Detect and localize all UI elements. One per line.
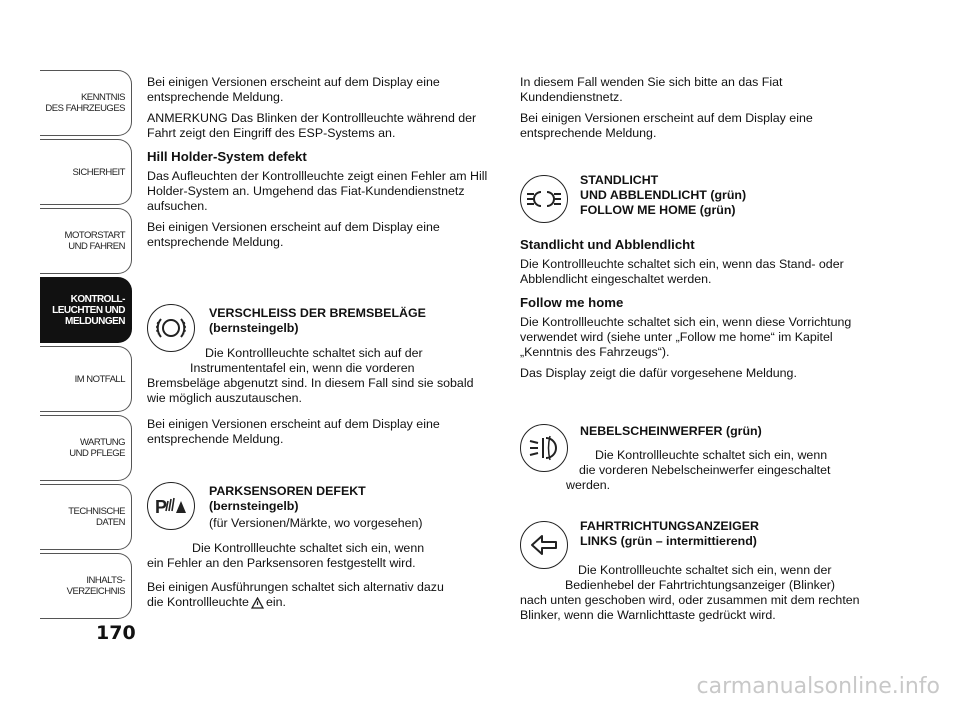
paragraph: Bei einigen Versionen erscheint auf dem Display eine entsprechende Meldung.	[147, 220, 440, 249]
park-title-line2: (bernsteingelb)	[209, 499, 299, 513]
turn-title	[580, 519, 759, 549]
fog-text-line3: werden.	[566, 478, 611, 492]
paragraph: Die Kontrollleuchte schaltet sich ein, wenn diese Vorrichtung verwendet wird (siehe unter „Follow me home“ im Kapitel „Kenntnis des Fahrzeugs“).	[520, 315, 852, 359]
page-number: 170	[96, 622, 136, 644]
brake-paragraph-2: Bei einigen Versionen erscheint auf dem Display eine entsprechende Meldung.	[147, 417, 440, 446]
tab-wartung[interactable]: WARTUNG UND PFLEGE	[40, 415, 132, 481]
turn-text-line3: nach unten geschoben wird, oder zusammen mit dem rechten Blinker, wenn die Warnlichttaste gedrückt wird.	[520, 593, 860, 622]
light-title-line3: FOLLOW ME HOME (grün)	[580, 203, 736, 217]
brake-text-line1: Die Kontrollleuchte schaltet sich auf der	[205, 346, 423, 360]
turn-text-line2: Bedienhebel der Fahrtrichtungsanzeiger (Blinker)	[565, 578, 835, 592]
svg-text:P: P	[155, 497, 168, 517]
tab-kenntnis[interactable]: KENNTNIS DES FAHRZEUGES	[40, 70, 132, 136]
low-beam-icon	[520, 175, 568, 223]
park-sensor-icon	[147, 482, 195, 530]
fog-text-line1: Die Kontrollleuchte schaltet sich ein, wenn	[595, 448, 828, 462]
park-p2b-text: die Kontrollleuchte	[147, 595, 249, 609]
fog-title: NEBELSCHEINWERFER (grün)	[580, 424, 762, 438]
park-subtitle: (für Versionen/Märkte, wo vorgesehen)	[209, 516, 423, 530]
turn-left-icon	[520, 521, 568, 569]
fog-light-icon	[520, 424, 568, 472]
fog-text-line2: die vorderen Nebelscheinwerfer eingeschaltet	[579, 463, 831, 477]
park-title	[209, 484, 366, 514]
turn-title-line2: LINKS (grün – intermittierend)	[580, 534, 757, 548]
left-column-top	[147, 75, 492, 256]
park-p2c-text: ein.	[265, 595, 286, 609]
tab-kontrollleuchten[interactable]: KONTROLL- LEUCHTEN UND MELDUNGEN	[40, 277, 132, 343]
tab-im-notfall[interactable]: IM NOTFALL	[40, 346, 132, 412]
paragraph: Bei einigen Versionen erscheint auf dem Display eine entsprechende Meldung.	[147, 75, 440, 104]
paragraph: Das Display zeigt die dafür vorgesehene Meldung.	[520, 366, 797, 380]
turn-title-line1: FAHRTRICHTUNGSANZEIGER	[580, 519, 759, 533]
park-text-line2: ein Fehler an den Parksensoren festgestellt wird.	[147, 556, 416, 570]
section-heading: Standlicht und Abblendlicht	[520, 237, 695, 252]
brake-title-line1: VERSCHLEISS DER BREMSBELÄGE	[209, 306, 426, 320]
tab-sicherheit[interactable]: SICHERHEIT	[40, 139, 132, 205]
section-heading: Hill Holder-System defekt	[147, 149, 307, 164]
brake-text-line3: Bremsbeläge abgenutzt sind. In diesem Fall sind sie sobald wie möglich auszutauschen.	[147, 376, 474, 405]
light-title	[580, 173, 746, 218]
tab-technische-daten[interactable]: TECHNISCHE DATEN	[40, 484, 132, 550]
light-section	[520, 229, 870, 387]
turn-text-line1: Die Kontrollleuchte schaltet sich ein, wenn der	[578, 563, 832, 577]
park-paragraph-2b	[147, 595, 286, 610]
park-paragraph-2a: Bei einigen Ausführungen schaltet sich alternativ dazu	[147, 580, 444, 594]
paragraph: ANMERKUNG Das Blinken der Kontrollleuchte während der Fahrt zeigt den Eingriff des ESP-Systems an.	[147, 111, 477, 140]
brake-pad-icon	[147, 304, 195, 352]
paragraph: In diesem Fall wenden Sie sich bitte an das Fiat Kundendienstnetz.	[520, 75, 783, 104]
light-title-line1: STANDLICHT	[580, 173, 659, 187]
park-text-line1: Die Kontrollleuchte schaltet sich ein, wenn	[192, 541, 425, 555]
brake-title-line2: (bernsteingelb)	[209, 321, 299, 335]
warning-triangle-icon	[251, 597, 264, 609]
section-heading: Follow me home	[520, 295, 624, 310]
paragraph: Bei einigen Versionen erscheint auf dem Display eine entsprechende Meldung.	[520, 111, 813, 140]
right-column-top	[520, 75, 865, 147]
tab-motorstart[interactable]: MOTORSTART UND FAHREN	[40, 208, 132, 274]
tab-inhaltsverzeichnis[interactable]: INHALTS- VERZEICHNIS	[40, 553, 132, 619]
brake-title	[209, 306, 426, 336]
park-title-line1: PARKSENSOREN DEFEKT	[209, 484, 366, 498]
watermark: carmanualsonline.info	[696, 674, 940, 699]
paragraph: Das Aufleuchten der Kontrollleuchte zeigt einen Fehler am Hill Holder-System an. Umgehend das Fiat-Kundendienstnetz aufsuchen.	[147, 169, 488, 213]
brake-text-line2: Instrumententafel ein, wenn die vorderen	[190, 361, 415, 375]
paragraph: Die Kontrollleuchte schaltet sich ein, wenn das Stand- oder Abblendlicht eingeschaltet werden.	[520, 257, 844, 286]
light-title-line2: UND ABBLENDLICHT (grün)	[580, 188, 747, 202]
